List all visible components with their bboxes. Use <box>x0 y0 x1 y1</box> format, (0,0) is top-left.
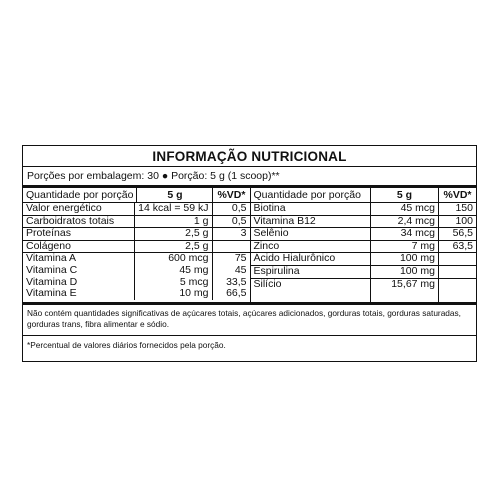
nutrient-daily-value: 56,5 <box>438 228 476 240</box>
nutrient-amount: 34 mcg <box>370 228 438 240</box>
nutrient-daily-value: 0,5 <box>212 203 250 215</box>
nutrient-name: Vitamina B12 <box>253 214 316 227</box>
nutrient-amount <box>370 290 438 302</box>
nutrient-daily-value <box>212 241 250 253</box>
nutrient-name: Biotina <box>253 202 286 214</box>
nutrient-name <box>251 290 371 302</box>
nutrient-row <box>251 228 477 241</box>
nutrient-amount: 2,5 g <box>134 241 212 253</box>
nutrient-name: Ácido Hialurônico <box>253 252 336 265</box>
nutrient-amount: 14 kcal = 59 kJ <box>134 203 212 215</box>
nutrient-amount: 2,4 mcg <box>370 216 438 228</box>
nutrient-amount: 1 g <box>134 216 212 228</box>
nutrient-row <box>251 279 477 291</box>
nutrient-row <box>251 203 477 216</box>
header-vd: %VD* <box>212 188 249 202</box>
nutrient-amount: 10 mg <box>134 288 212 300</box>
nutrient-name: Vitamina A <box>26 252 77 265</box>
nutrient-name: Vitamina C <box>26 263 78 276</box>
nutrient-daily-value: 63,5 <box>438 241 476 253</box>
nutrient-daily-value: 150 <box>438 203 476 215</box>
nutrient-amount: 600 mcg <box>134 253 212 265</box>
nutrient-name: Proteínas <box>26 227 71 240</box>
nutrient-name: Espirulina <box>253 264 300 277</box>
nutrient-daily-value <box>438 279 476 291</box>
nutrient-grid <box>23 188 476 305</box>
nutrient-amount: 5 mcg <box>134 277 212 289</box>
nutrient-row <box>251 266 477 279</box>
header-qty: 5 g <box>136 188 212 202</box>
nutrient-amount: 100 mg <box>370 266 438 278</box>
nutrient-table-right <box>251 188 477 302</box>
nutrient-name: Carboidratos totais <box>26 214 115 227</box>
nutrient-amount: 45 mg <box>134 265 212 277</box>
nutrient-amount: 45 mcg <box>370 203 438 215</box>
nutrient-amount: 100 mg <box>370 253 438 265</box>
nutrient-name: Zinco <box>253 239 280 252</box>
nutrient-amount: 15,67 mg <box>370 279 438 291</box>
nutrient-row <box>23 288 250 300</box>
nutrient-daily-value: 33,5 <box>212 277 250 289</box>
nutrient-daily-value: 0,5 <box>212 216 250 228</box>
nutrient-row <box>23 203 250 216</box>
header-name: Quantidade por porção <box>26 189 134 201</box>
nutrient-daily-value: 3 <box>212 228 250 240</box>
nutrient-row <box>251 290 477 302</box>
nutrition-facts-panel <box>22 145 477 362</box>
header-vd: %VD* <box>438 188 476 202</box>
nutrient-amount: 7 mg <box>370 241 438 253</box>
nutrient-name: Colágeno <box>26 239 71 252</box>
nutrient-daily-value: 75 <box>212 253 250 265</box>
nutrient-daily-value <box>438 290 476 302</box>
table-header <box>23 188 250 203</box>
panel-title: INFORMAÇÃO NUTRICIONAL <box>23 146 476 167</box>
nutrient-name: Valor energético <box>26 202 102 214</box>
nutrient-row <box>23 265 250 277</box>
nutrient-daily-value <box>438 253 476 265</box>
nutrient-table-left <box>23 188 251 302</box>
nutrient-name: Selênio <box>253 227 289 240</box>
table-header <box>251 188 477 203</box>
insignificant-amounts-note: Não contém quantidades significativas de açúcares totais, açúcares adicionados, gorduras totais, gorduras saturadas, gorduras trans, fibra alimentar e sódio. <box>23 305 476 336</box>
nutrient-name: Silício <box>253 277 282 290</box>
nutrient-row <box>23 228 250 241</box>
nutrient-daily-value: 66,5 <box>212 288 250 300</box>
nutrient-name: Vitamina E <box>26 287 77 300</box>
nutrient-daily-value: 45 <box>212 265 250 277</box>
nutrient-name: Vitamina D <box>26 275 78 288</box>
header-qty: 5 g <box>370 188 438 202</box>
nutrient-daily-value: 100 <box>438 216 476 228</box>
servings-line: Porções por embalagem: 30 ● Porção: 5 g (1 scoop)** <box>23 167 476 188</box>
nutrient-daily-value <box>438 266 476 278</box>
daily-value-footnote: *Percentual de valores diários fornecidos pela porção. <box>27 339 226 350</box>
nutrient-amount: 2,5 g <box>134 228 212 240</box>
header-name: Quantidade por porção <box>253 189 361 201</box>
